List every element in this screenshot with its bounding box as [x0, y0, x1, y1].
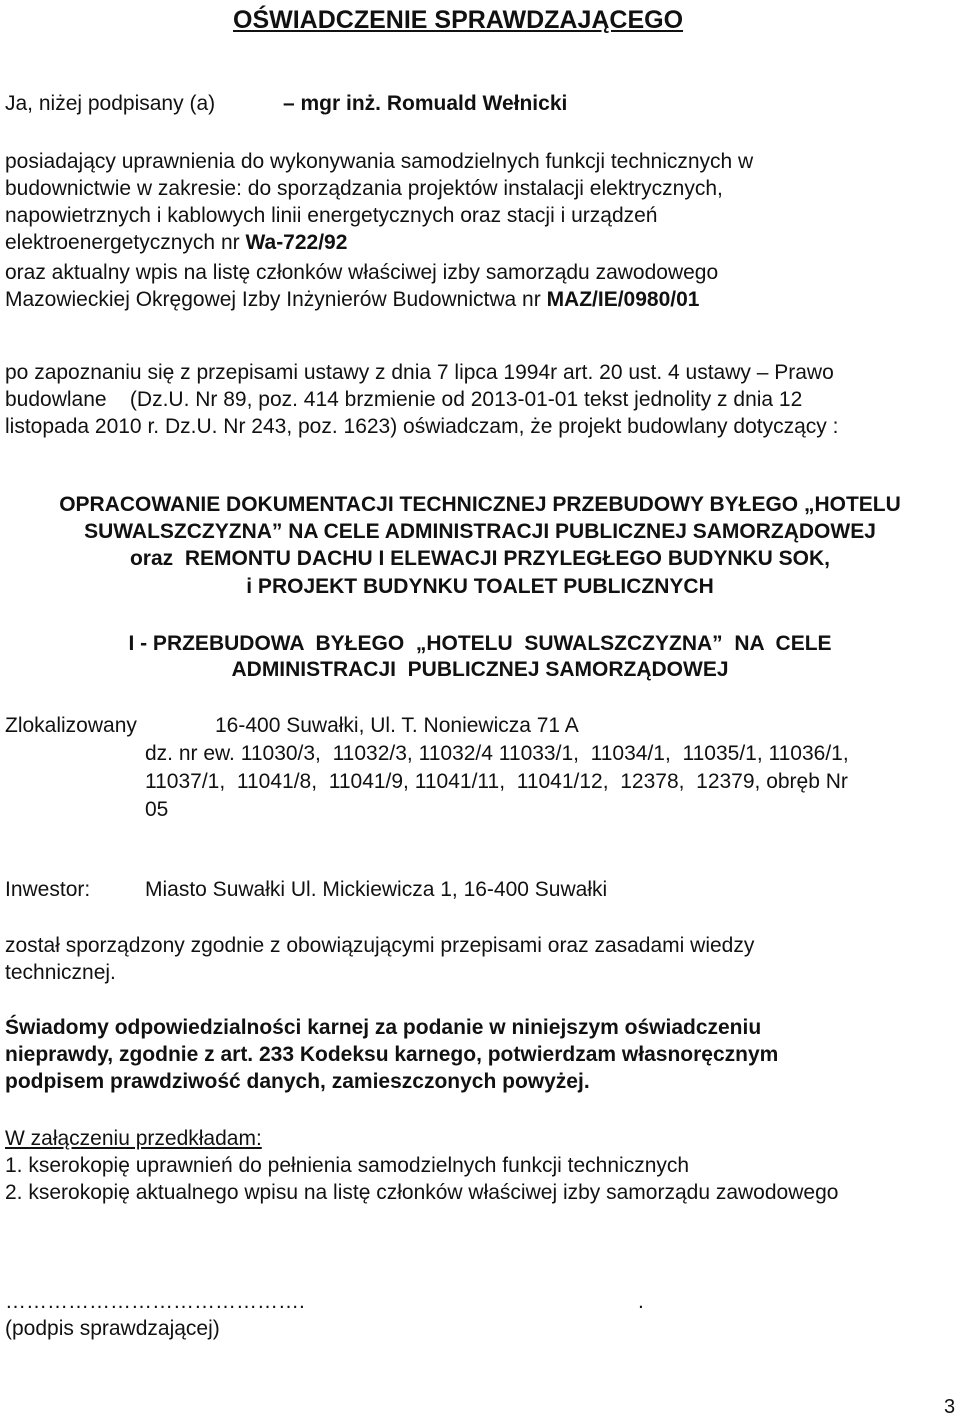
project-title-line: oraz REMONTU DACHU I ELEWACJI PRZYLEGŁEGO BUDYNKU SOK,	[129, 547, 831, 570]
project-subtitle-line: ADMINISTRACJI PUBLICZNEJ SAMORZĄDOWEJ	[231, 658, 729, 681]
compliance-line: technicznej.	[5, 961, 116, 984]
investor-value: Miasto Suwałki Ul. Mickiewicza 1, 16-400 Suwałki	[145, 878, 608, 901]
plots-line: 11037/1, 11041/8, 11041/9, 11041/11, 11041/12, 12378, 12379, obręb Nr	[145, 770, 848, 793]
plots-line: dz. nr ew. 11030/3, 11032/3, 11032/4 11033/1, 11034/1, 11035/1, 11036/1,	[145, 742, 849, 765]
chamber-line: oraz aktualny wpis na listę członków właściwej izby samorządu zawodowego	[5, 261, 719, 284]
qualifications-line: napowietrznych i kablowych linii energetycznych oraz stacji i urządzeń	[5, 204, 658, 227]
signature-caption: (podpis sprawdzającej)	[5, 1317, 220, 1340]
signer-label: Ja, niżej podpisany (a)	[5, 92, 216, 115]
plots-line: 05	[145, 798, 169, 821]
liability-line: nieprawdy, zgodnie z art. 233 Kodeksu karnego, potwierdzam własnoręcznym	[5, 1043, 779, 1066]
project-title-line: i PROJEKT BUDYNKU TOALET PUBLICZNYCH	[246, 575, 714, 598]
attachment-item: 2. kserokopię aktualnego wpisu na listę członków właściwej izby samorządu zawodowego	[5, 1181, 839, 1204]
document-title: OŚWIADCZENIE SPRAWDZAJĄCEGO	[233, 6, 684, 34]
liability-line: podpisem prawdziwość danych, zamieszczonych powyżej.	[5, 1070, 590, 1093]
law-line: listopada 2010 r. Dz.U. Nr 243, poz. 1623) oświadczam, że projekt budowlany dotyczący :	[5, 415, 839, 438]
qualifications-line: posiadający uprawnienia do wykonywania samodzielnych funkcji technicznych w	[5, 150, 754, 173]
attachment-item: 1. kserokopię uprawnień do pełnienia samodzielnych funkcji technicznych	[5, 1154, 690, 1177]
investor-label: Inwestor:	[5, 878, 91, 901]
signer-name: – mgr inż. Romuald Wełnicki	[283, 92, 568, 115]
qualifications-line: budownictwie w zakresie: do sporządzania projektów instalacji elektrycznych,	[5, 177, 723, 200]
law-line: po zapoznaniu się z przepisami ustawy z dnia 7 lipca 1994r art. 20 ust. 4 ustawy – Prawo	[5, 361, 834, 384]
project-title-line: OPRACOWANIE DOKUMENTACJI TECHNICZNEJ PRZEBUDOWY BYŁEGO „HOTELU	[59, 493, 901, 516]
chamber-number: MAZ/IE/0980/01	[546, 288, 700, 311]
compliance-line: został sporządzony zgodnie z obowiązującymi przepisami oraz zasadami wiedzy	[5, 934, 755, 957]
attachments-heading: W załączeniu przedkładam:	[5, 1127, 262, 1150]
location-address: 16-400 Suwałki, Ul. T. Noniewicza 71 A	[215, 714, 579, 737]
chamber-prefix: Mazowieckiej Okręgowej Izby Inżynierów Budownictwa nr	[5, 288, 547, 311]
location-label: Zlokalizowany	[5, 714, 137, 737]
law-line: budowlane (Dz.U. Nr 89, poz. 414 brzmienie od 2013-01-01 tekst jednolity z dnia 12	[5, 388, 803, 411]
page-number: 3	[944, 1396, 956, 1418]
license-number: Wa-722/92	[245, 231, 348, 254]
project-title-line: SUWALSZCZYZNA” NA CELE ADMINISTRACJI PUBLICZNEJ SAMORZĄDOWEJ	[84, 520, 876, 543]
signature-dot: .	[638, 1290, 644, 1313]
license-prefix: elektroenergetycznych nr	[5, 231, 246, 254]
chamber-membership-line	[5, 286, 699, 313]
signature-line: …………………………………….	[5, 1290, 305, 1313]
project-subtitle-line: I - PRZEBUDOWA BYŁEGO „HOTELU SUWALSZCZYZNA” NA CELE	[128, 632, 832, 655]
license-line	[5, 229, 347, 256]
liability-line: Świadomy odpowiedzialności karnej za podanie w niniejszym oświadczeniu	[5, 1016, 762, 1039]
